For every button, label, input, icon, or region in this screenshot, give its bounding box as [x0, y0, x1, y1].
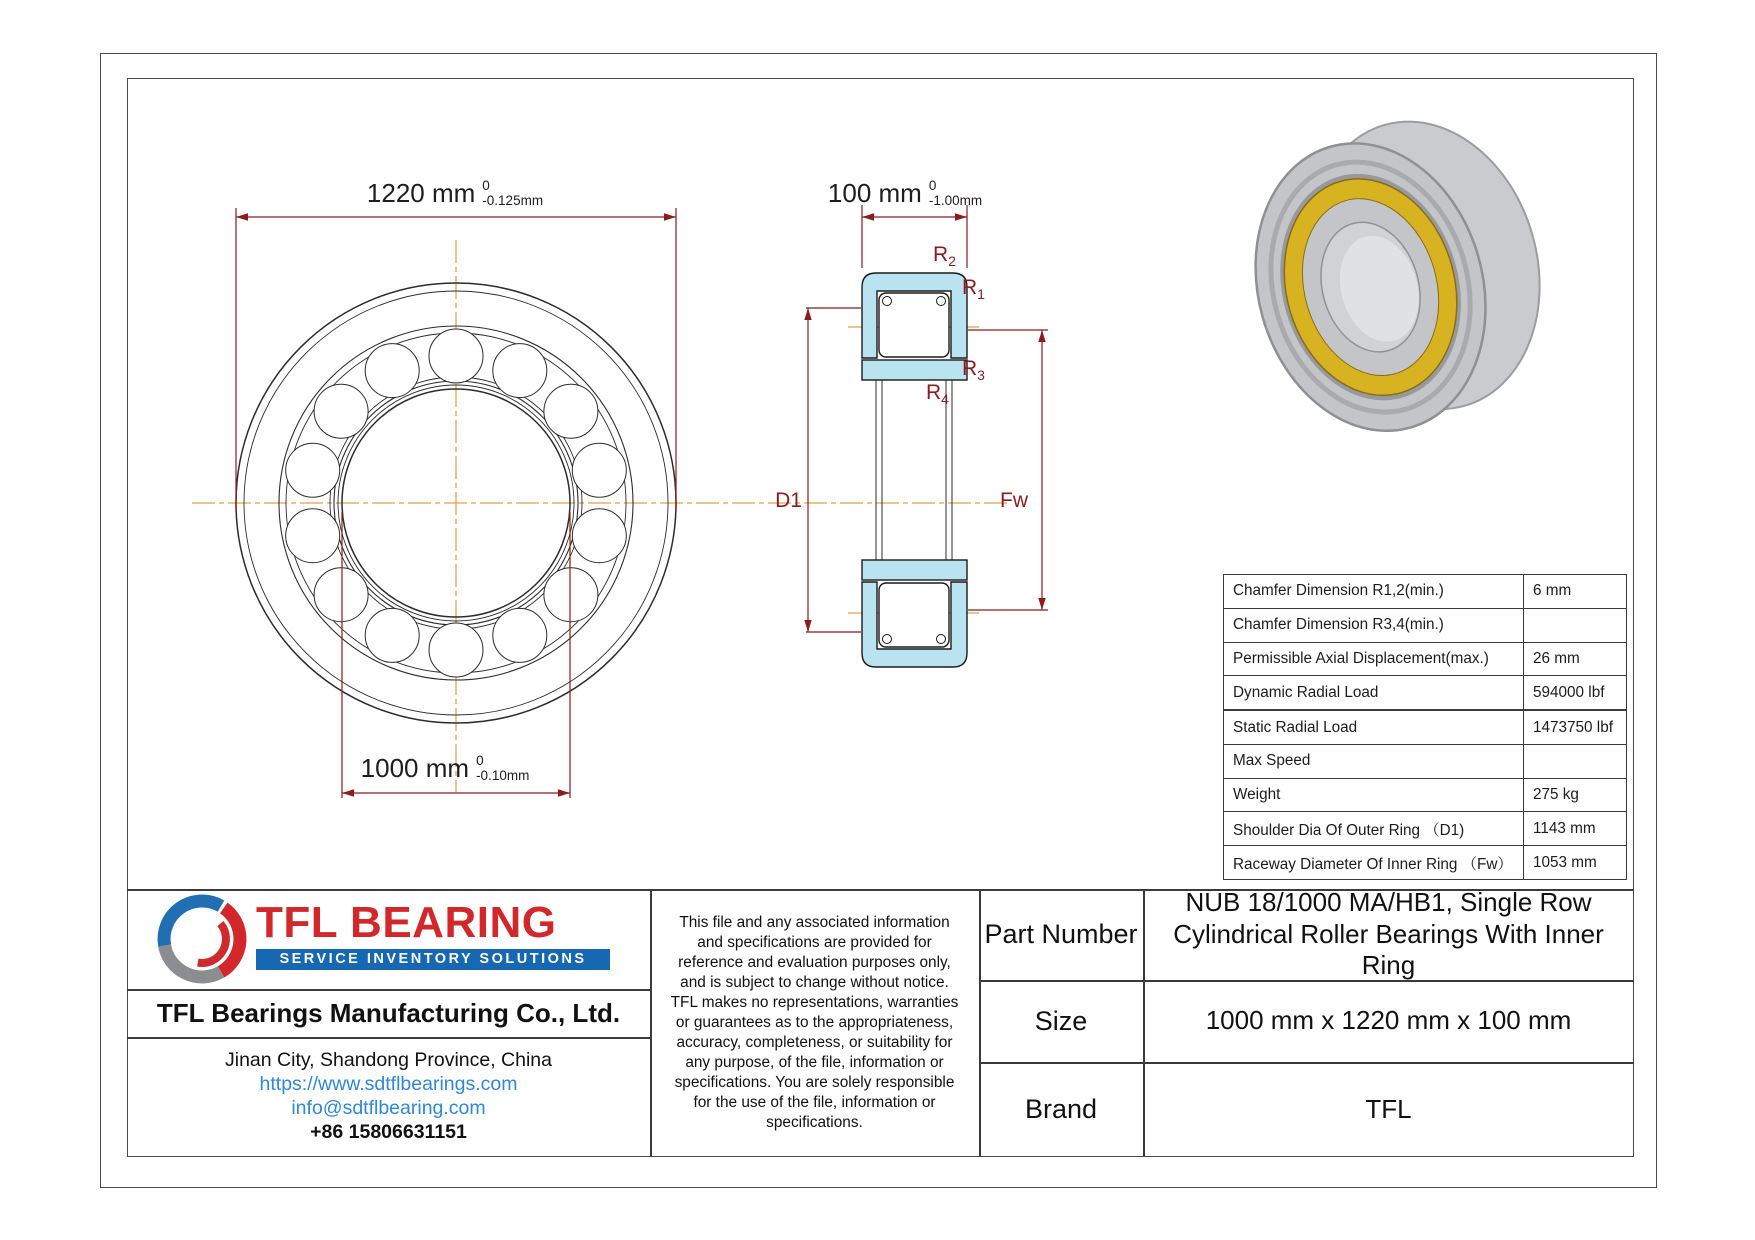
phone-number: +86 15806631151: [310, 1120, 467, 1143]
table-row: [1224, 846, 1626, 879]
dim-label-bore-diameter: [300, 753, 590, 784]
roller: [314, 384, 368, 438]
roller: [429, 329, 483, 383]
field-label-brand: Brand: [1024, 1094, 1098, 1124]
table-row: [1224, 609, 1626, 643]
spec-label: Static Radial Load: [1224, 711, 1524, 744]
roller: [544, 384, 598, 438]
roller: [544, 568, 598, 622]
contact-block: [128, 1038, 649, 1156]
field-value-brand: TFL: [1365, 1093, 1412, 1124]
spec-label: Chamfer Dimension R1,2(min.): [1224, 575, 1524, 608]
spec-table: [1223, 574, 1627, 880]
roller: [286, 509, 340, 563]
chamfer-label-r1: $R_1$: [962, 276, 985, 303]
table-row: [1224, 779, 1626, 813]
field-label-part-number: Part Number: [984, 919, 1138, 949]
dim-value: 1000 mm: [360, 753, 470, 784]
table-row: [1224, 676, 1626, 710]
raceway-dia-label-fw: Fw: [1000, 489, 1028, 512]
chamfer-label-r3: $R_3$: [962, 357, 985, 384]
logo-brand-text: TFL BEARING: [256, 898, 557, 947]
table-row: [1224, 745, 1626, 779]
inner-ring-section-top: [862, 360, 967, 380]
roller: [493, 344, 547, 398]
logo-wordmark: [256, 898, 610, 970]
spec-label: Permissible Axial Displacement(max.): [1224, 643, 1524, 676]
table-row: [1224, 575, 1626, 609]
logo-tagline: SERVICE INVENTORY SOLUTIONS: [256, 949, 610, 970]
company-address: Jinan City, Shandong Province, China: [225, 1049, 552, 1072]
dim-label-outer-diameter: [255, 178, 655, 209]
section-view: [862, 273, 967, 667]
dim-value: 100 mm: [827, 178, 922, 209]
spec-value: 275 kg: [1533, 786, 1579, 804]
spec-label: Raceway Diameter Of Inner Ring （Fw）: [1224, 846, 1524, 879]
table-row: [1224, 812, 1626, 846]
company-name: TFL Bearings Manufacturing Co., Ltd.: [156, 997, 621, 1028]
spec-label: Shoulder Dia Of Outer Ring （D1): [1224, 812, 1524, 845]
chamfer-label-r2: $R_2$: [933, 243, 956, 270]
spec-value: 1143 mm: [1533, 819, 1596, 837]
table-row: [1224, 710, 1626, 745]
disclaimer-text: This file and any associated information and specifications are provided for reference and evaluation purposes only, and is subject to change without notice. TFL makes no representations, warranties or guarantees as to the appropriateness, accuracy, completeness, or suitability for any purpose, of the file, information or specifications. You are solely responsible for the use of the file, information or specifications.: [670, 913, 959, 1132]
email-link[interactable]: info@sdtflbearing.com: [291, 1097, 486, 1119]
field-value-size: 1000 mm x 1220 mm x 100 mm: [1205, 1005, 1572, 1036]
spec-value: 26 mm: [1533, 649, 1580, 667]
dim-label-width: [760, 178, 1050, 209]
cage-rivet: [883, 297, 892, 306]
dim-tolerance: 0 -0.125mm: [482, 178, 544, 209]
website-link[interactable]: https://www.sdtflbearings.com: [259, 1073, 518, 1096]
roller: [493, 608, 547, 662]
cage-rivet: [883, 635, 892, 644]
spec-value: 6 mm: [1533, 582, 1572, 600]
roller: [314, 568, 368, 622]
roller: [429, 623, 483, 677]
field-value-part-number: NUB 18/1000 MA/HB1, Single Row Cylindrical Roller Bearings With Inner Ring: [1173, 886, 1604, 981]
cage-rivet: [937, 635, 946, 644]
spec-value: 1473750 lbf: [1533, 718, 1613, 736]
cage-rivet: [937, 297, 946, 306]
roller: [365, 608, 419, 662]
table-row: [1224, 643, 1626, 677]
spec-value: 1053 mm: [1533, 853, 1597, 871]
roller: [365, 344, 419, 398]
spec-label: Max Speed: [1224, 745, 1524, 778]
spec-value: 594000 lbf: [1533, 683, 1605, 701]
spec-value: [1524, 609, 1626, 642]
roller: [572, 443, 626, 497]
spec-value: [1524, 745, 1626, 778]
spec-label: Weight: [1224, 779, 1524, 812]
bearing-3d-render: [1221, 94, 1574, 458]
inner-ring-section-bottom: [862, 560, 967, 580]
chamfer-label-r4: $R_4$: [926, 381, 949, 408]
field-label-size: Size: [1034, 1005, 1088, 1036]
roller: [572, 509, 626, 563]
spec-label: Chamfer Dimension R3,4(min.): [1224, 609, 1524, 642]
dim-tolerance: 0 -1.00mm: [928, 178, 983, 209]
roller: [286, 443, 340, 497]
spec-label: Dynamic Radial Load: [1224, 676, 1524, 709]
dim-value: 1220 mm: [366, 178, 476, 209]
shoulder-dia-label-d1: D1: [775, 489, 802, 512]
dim-tolerance: 0 -0.10mm: [476, 753, 530, 784]
